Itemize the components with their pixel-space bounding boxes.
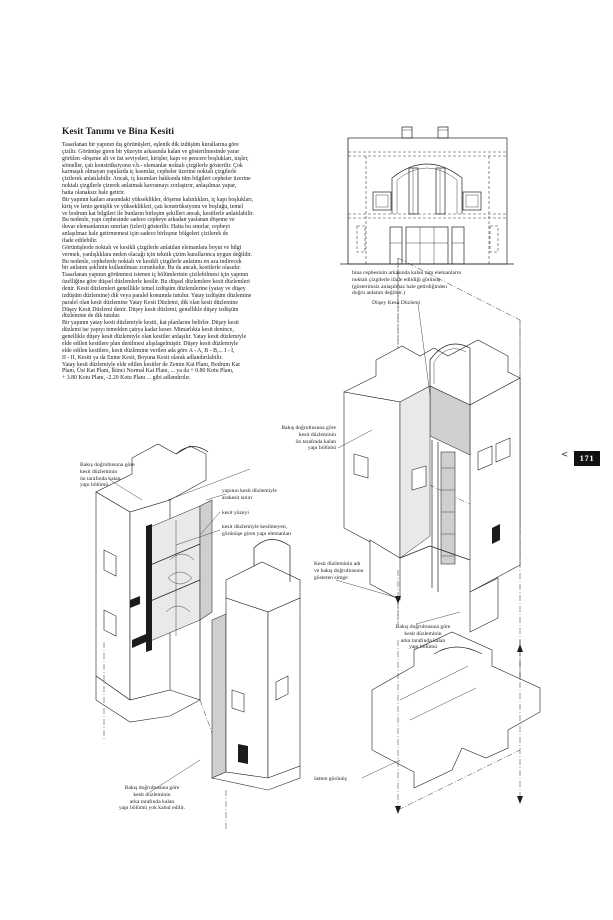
body-line: düzlemi ise yapıyı temelden çatıya kadar keser. Mimarlıkta kesit denince,	[62, 327, 234, 334]
label-line: kesit düzlemiyle kesilmeyen,	[222, 524, 288, 530]
label-line: kesit düzleminin	[133, 791, 171, 798]
body-line: çizilerek anlatılabilir. Ancak, iç kısımları hakkında tüm bilgileri cepheler üzerine	[62, 176, 251, 183]
label-line: yapının kesit düzlemiyle	[222, 488, 277, 494]
body-line: Bu nedenle, cephelerde noktalı ve kesikli çizgilerle anlatımı en aza indirecek	[62, 258, 242, 265]
caption-line: (gösterimsiz anlaşılmaz hale getirdiğinden	[352, 283, 447, 290]
body-line: çizilir. Görünüşe giren bir yüzeyin arkasında kalan ve gösterilmesinde yarar	[62, 148, 240, 155]
body-line: Planı, Üst Kat Planı, İkinci Normal Kat Planı, ... ya da + 0.80 Kotu Planı,	[62, 368, 234, 375]
section-title: Kesit Tanımı ve Bina Kesiti	[62, 127, 175, 137]
label-line: yapı bölümü	[80, 482, 109, 489]
body-line: ve bodrum kat bilgileri ile bunların birleşim şekilleri ancak, kesitlerle anlatılabilir.	[62, 210, 254, 217]
body-line: genellikle düşey kesit düzlemiyle olan kesitler anlaşılır. Yatay kesit düzlemiyle	[62, 334, 247, 341]
facade-caption	[352, 270, 461, 297]
body-line: ifade edilebilir.	[62, 238, 98, 245]
label-line: Bakış doğrultusuna göre	[80, 462, 135, 468]
label-line: görünüşe giren yapı elemanları	[222, 530, 292, 537]
label-line: Bakış doğrultusuna göre	[281, 425, 336, 431]
body-paragraphs	[62, 142, 308, 382]
body-line: özelliğine göre düşsel düzlemlerle kesilir. Bu düşsel düzlemlere kesit düzlemleri	[62, 279, 250, 286]
label-line: kesit düzleminin	[80, 468, 118, 475]
chevron-left-icon: <	[561, 450, 569, 460]
body-line: Tasarlanan yapının görünmesi istenen iç bölümlerinin çizilebilmesi için yapının	[62, 272, 249, 279]
back-part-label-left	[96, 785, 208, 812]
label-line: arka tarafında kalan	[129, 798, 175, 805]
top-view-label	[314, 776, 347, 783]
body-line: karmaşık olmayan yapılarda iç kısımlar, cepheler üzerine noktalı çizgilerle	[62, 169, 237, 176]
top-view-plan-drawing	[372, 632, 540, 814]
label-line: Bakış doğrultusuna göre	[124, 785, 180, 791]
caption-line: doğru anlatım değildir.)	[352, 290, 405, 297]
left-isometric-building	[96, 444, 222, 760]
front-part-label-left	[80, 462, 135, 489]
label-line: yapı bölümü yok kabul edilir.	[118, 805, 186, 812]
body-line: görülen -döşeme alt ve üst seviyeleri, kirişler, kapı ve pencere boşlukları, nişler,	[62, 155, 249, 162]
page-number: 171	[574, 451, 600, 466]
body-line: elde edilen kesitlere plan denilmesi alışılagelmiştir. Düşey kesit düzlemiyle	[62, 340, 239, 347]
facade-elevation-drawing	[340, 127, 514, 264]
body-line: sömeller, çatı konstrüksiyonu v.b.- elemanlar noktalı çizgilerle gösterilir. Çok	[62, 162, 243, 169]
label-line: üstten görünüş	[314, 776, 347, 782]
label-line: ön tarafında kalan	[295, 438, 336, 445]
label-line: gösteren simge	[314, 574, 348, 581]
label-line: yapı bölümü	[408, 644, 438, 651]
body-line: duvar elemanlarının sınırları (izleri) gösterilir. Hatta bu sınırlar, cepheyi	[62, 224, 230, 231]
body-line: izdüşüm düzlemine) dik veya paralel konumda tutulur. Yatay izdüşüm düzlemine	[62, 292, 252, 299]
label-line: kesit düzleminin	[298, 431, 336, 438]
body-line: denir. Kesit düzlemleri genellikle temel izdüşüm düzlemlerine (yatay ve düşey	[62, 286, 246, 293]
body-line: kiriş ve lento genişlik ve yükseklikleri, çatı konstrüksiyonu ve boşluğu, temel	[62, 203, 244, 210]
label-line: yapı bölümü	[307, 445, 336, 452]
body-line: anlaşılmaz hale getirmemesi için sadece birleşme bölgeleri çizilerek de	[62, 231, 229, 238]
back-part-isometric-building	[212, 539, 300, 830]
body-line: düzlemine de dik tutulur.	[62, 313, 121, 320]
label-line: kesit düzleminin	[404, 630, 442, 637]
body-line: elde edilen kesitlere, kesit düzlemine verilen ada göre A - A, B - B,... I - I,	[62, 347, 235, 354]
label-line: kesit yüzeyi	[222, 510, 249, 516]
body-line: II - II, Kesiti ya da Enine Kesit, Boyuna Kesit olarak adlandırılabilir.	[62, 354, 223, 361]
body-line: Yatay kesit düzlemiyle elde edilen kesitler de Zemin Kat Planı, Bodrum Kat	[62, 361, 240, 368]
label-line: ön tarafında kalan	[80, 475, 121, 482]
cut-surface-label	[222, 510, 249, 517]
label-line: Kesit düzleminin adı	[314, 561, 361, 567]
body-line: Bu nedenle, yapı cephesinde sadece cepheye arkadan yaslanan döşeme ve	[62, 217, 235, 224]
body-line: Düşey Kesit Düzlemi denir. Düşey kesit düzlemi, genellikle düşey izdüşüm	[62, 306, 239, 313]
body-line: Görünüşlerde noktalı ve kesikli çizgilerle anlatılan elemanlara boyut ve bilgi	[62, 244, 242, 251]
caption-line: bina cephesinin arkasında kalan tüm elemanların	[352, 270, 462, 276]
body-line: noktalı çizgilerle çizerek anlatmak kavramayı zorlaştırır, anlaşılmaz yapar,	[62, 183, 237, 190]
body-line: Bir yapının yatay kesit düzlemiyle kesiti, kat planlarını belirler. Düşey kesit	[62, 320, 239, 327]
label-line: Düşey Kesit Düzlemi	[372, 300, 421, 306]
section-symbol-label	[314, 561, 363, 581]
label-line: ve bakış doğrultusunu	[314, 567, 364, 574]
body-line: Tasarlanan bir yapının dış görünüşleri, eşlenik dik izdüşüm kurallarına göre	[62, 142, 239, 148]
body-line: paralel olan kesit düzlemine Yatay Kesit Düzlemi, dik olan kesit düzlemine	[62, 299, 238, 306]
front-part-label-right	[250, 425, 336, 452]
caption-line: noktalı çizgilerle ifade edildiği görünüş	[352, 276, 441, 283]
label-line: arka tarafında kalan	[400, 637, 446, 644]
body-line: Bir yapının katları arasındaki yükseklikler, döşeme kalınlıkları, iç kapı boşlukları,	[62, 196, 254, 203]
body-line: hatta olanaksız hale getirir.	[62, 190, 125, 197]
label-line: Bakış doğrultusuna göre	[395, 624, 451, 630]
visible-elements-label	[222, 524, 291, 538]
vertical-section-plane-label	[372, 300, 420, 307]
body-line: vermek, yanlışlıklara neden olacağı için teknik çizim kurallarınca uygun değildir.	[62, 251, 253, 258]
body-line: bir anlatım şeklinin kullanılması zorunludur. Bu da ancak, kesitlerle olasıdır.	[62, 265, 241, 272]
section-boundary-label	[222, 488, 277, 502]
body-line: + 3.80 Kotu Planı, -2.20 Kotu Planı ... gibi adlandırılır.	[62, 375, 191, 382]
back-part-label-right	[378, 624, 468, 651]
label-line: arakesit sınırı	[222, 494, 253, 501]
